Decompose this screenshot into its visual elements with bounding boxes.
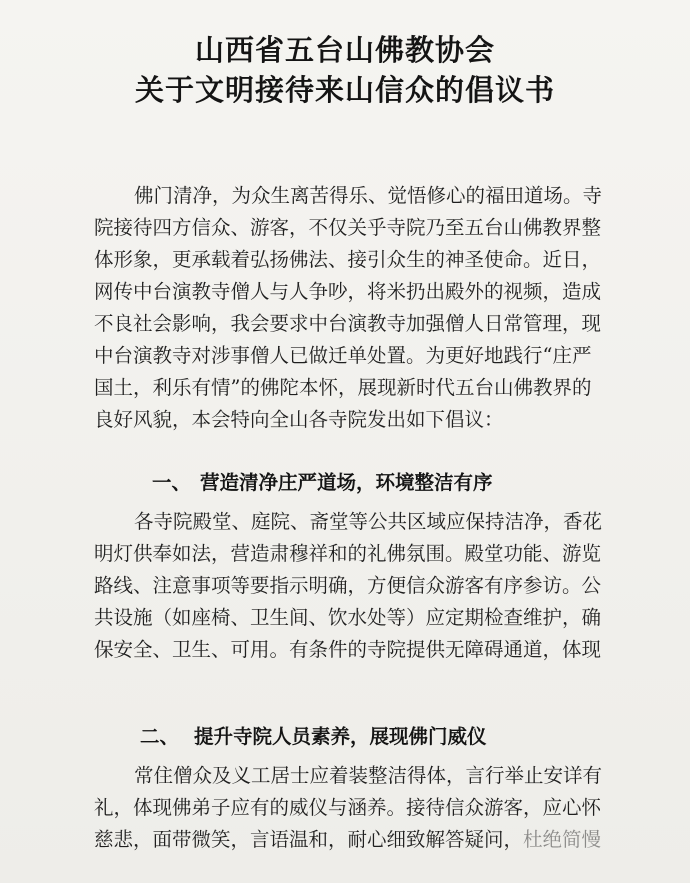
section-2-line-text: 慈悲，面带微笑，言语温和，耐心细致解答疑问， [94,828,524,851]
section-1-line: 各寺院殿堂、庭院、斋堂等公共区域应保持洁净，香花 [134,510,603,533]
intro-line: 体形象，更承载着弘扬佛法、接引众生的神圣使命。近日， [94,248,602,271]
intro-line: 网传中台演教寺僧人与人争吵，将米扔出殿外的视频，造成 [94,280,602,303]
title-line-subject: 关于文明接待来山信众的倡议书 [134,73,555,107]
section-2-number: 二、 [140,725,180,748]
section-2-line [94,824,604,856]
section-2-line: 常住僧众及义工居士应着装整洁得体，言行举止安详有 [134,764,603,787]
section-1-line: 明灯供奉如法，营造肃穆祥和的礼佛氛围。殿堂功能、游览 [94,542,602,565]
section-1-line: 路线、注意事项等要指示明确，方便信众游客有序参访。公 [94,574,602,597]
intro-line: 良好风貌，本会特向全山各寺院发出如下倡议： [94,408,504,431]
section-2-line-cut-text: 杜绝简慢 [523,828,602,851]
section-1-line: 保安全、卫生、可用。有条件的寺院提供无障碍通道，体现 [94,638,602,661]
intro-line: 不良社会影响，我会要求中台演教寺加强僧人日常管理，现 [94,312,602,335]
document-title [0,30,690,110]
section-2-body [94,760,604,856]
section-1-body [94,506,604,666]
section-1-heading [152,468,493,498]
intro-line: 中台演教寺对涉事僧人已做迁单处置。为更好地践行“庄严 [94,344,592,367]
intro-line: 院接待四方信众、游客，不仅关乎寺院乃至五台山佛教界整 [94,216,602,239]
title-line-organization: 山西省五台山佛教协会 [194,33,495,67]
intro-line: 国土，利乐有情”的佛陀本怀，展现新时代五台山佛教界的 [94,376,592,399]
section-1-number: 一、 [152,471,192,494]
section-1-title: 营造清净庄严道场，环境整洁有序 [200,471,493,494]
section-2-line: 礼，体现佛弟子应有的威仪与涵养。接待信众游客，应心怀 [94,796,602,819]
intro-line: 佛门清净，为众生离苦得乐、觉悟修心的福田道场。寺 [134,184,603,207]
section-1-line: 共设施（如座椅、卫生间、饮水处等）应定期检查维护，确 [94,606,602,629]
section-2-title: 提升寺院人员素养，展现佛门威仪 [194,725,487,748]
intro-paragraph [94,180,604,436]
section-2-heading [140,722,487,752]
